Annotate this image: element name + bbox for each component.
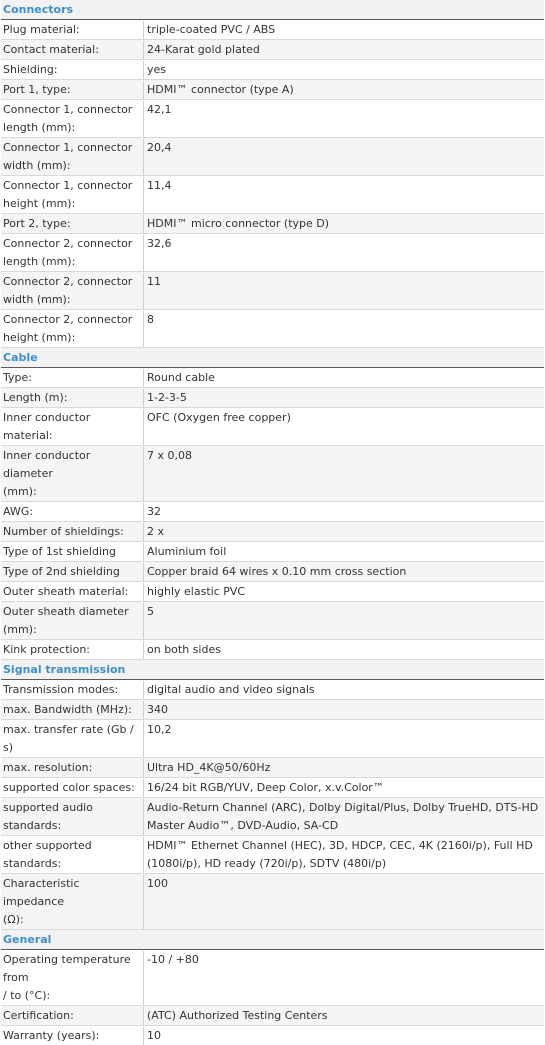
spec-value: 7 x 0,08	[147, 449, 192, 462]
section-header: Cable	[1, 348, 544, 368]
spec-row	[1, 1006, 544, 1026]
spec-row	[1, 758, 544, 778]
spec-label: Inner conductor diameter (mm):	[1, 447, 144, 501]
spec-label: Port 1, type:	[1, 81, 144, 99]
spec-value: 5	[147, 605, 154, 618]
spec-row	[1, 100, 544, 138]
spec-label: Port 2, type:	[1, 215, 144, 233]
spec-row	[1, 700, 544, 720]
spec-row	[1, 60, 544, 80]
spec-value: on both sides	[147, 643, 221, 656]
spec-label: Length (m):	[1, 389, 144, 407]
section-header: Connectors	[1, 0, 544, 20]
spec-row	[1, 234, 544, 272]
spec-row	[1, 502, 544, 522]
spec-label: Number of shieldings:	[1, 523, 144, 541]
spec-row	[1, 640, 544, 660]
spec-value: digital audio and video signals	[147, 683, 315, 696]
spec-label: max. resolution:	[1, 759, 144, 777]
spec-label: Connector 1, connector length (mm):	[1, 101, 144, 137]
spec-label: Type of 2nd shielding	[1, 563, 144, 581]
spec-label: Type of 1st shielding	[1, 543, 144, 561]
spec-value: highly elastic PVC	[147, 585, 246, 598]
spec-value: 1-2-3-5	[147, 391, 187, 404]
spec-label: Contact material:	[1, 41, 144, 59]
spec-row	[1, 798, 544, 836]
spec-value: 32,6	[147, 237, 172, 250]
spec-row	[1, 80, 544, 100]
spec-value: 16/24 bit RGB/YUV, Deep Color, x.v.Color™	[147, 781, 384, 794]
spec-value: triple-coated PVC / ABS	[147, 23, 276, 36]
spec-value: 11,4	[147, 179, 172, 192]
spec-label: Operating temperature from / to (°C):	[1, 951, 144, 1005]
spec-value: 2 x	[147, 525, 165, 538]
spec-row	[1, 778, 544, 798]
spec-label: Kink protection:	[1, 641, 144, 659]
spec-value: 340	[147, 703, 168, 716]
spec-label: max. transfer rate (Gb / s)	[1, 721, 144, 757]
spec-label: Outer sheath material:	[1, 583, 144, 601]
spec-row	[1, 408, 544, 446]
spec-row	[1, 680, 544, 700]
spec-value: yes	[147, 63, 167, 76]
spec-label: other supported standards:	[1, 837, 144, 873]
spec-value: 8	[147, 313, 154, 326]
spec-label: Connector 1, connector height (mm):	[1, 177, 144, 213]
spec-value: Aluminium foil	[147, 545, 227, 558]
spec-row	[1, 138, 544, 176]
spec-value: Ultra HD_4K@50/60Hz	[147, 761, 271, 774]
section-header: Signal transmission	[1, 660, 544, 680]
spec-label: Connector 2, connector height (mm):	[1, 311, 144, 347]
spec-value: Round cable	[147, 371, 215, 384]
spec-value: 42,1	[147, 103, 172, 116]
spec-row	[1, 214, 544, 234]
spec-label: Certification:	[1, 1007, 144, 1025]
spec-row	[1, 310, 544, 348]
spec-label: Connector 2, connector length (mm):	[1, 235, 144, 271]
spec-row	[1, 582, 544, 602]
spec-value: HDMI™ micro connector (type D)	[147, 217, 330, 230]
spec-value: Audio-Return Channel (ARC), Dolby Digital/Plus, Dolby TrueHD, DTS-HD Master Audio™, DVD-Audio, SA-CD	[147, 801, 539, 832]
spec-value: 11	[147, 275, 161, 288]
spec-value: 10,2	[147, 723, 172, 736]
section-header: General	[1, 930, 544, 950]
spec-row	[1, 446, 544, 502]
spec-row	[1, 40, 544, 60]
spec-row	[1, 176, 544, 214]
spec-label: Type:	[1, 369, 144, 387]
spec-row	[1, 836, 544, 874]
spec-row	[1, 368, 544, 388]
spec-table	[1, 0, 544, 1045]
spec-value: (ATC) Authorized Testing Centers	[147, 1009, 328, 1022]
spec-row	[1, 1026, 544, 1045]
spec-label: supported color spaces:	[1, 779, 144, 797]
spec-label: Characteristic impedance (Ω):	[1, 875, 144, 929]
spec-row	[1, 602, 544, 640]
spec-row	[1, 950, 544, 1006]
spec-label: Shielding:	[1, 61, 144, 79]
spec-label: Outer sheath diameter (mm):	[1, 603, 144, 639]
spec-label: max. Bandwidth (MHz):	[1, 701, 144, 719]
spec-value: 100	[147, 877, 168, 890]
spec-label: Warranty (years):	[1, 1027, 144, 1045]
spec-value: -10 / +80	[147, 953, 199, 966]
spec-value: 32	[147, 505, 161, 518]
spec-row	[1, 542, 544, 562]
spec-label: Connector 1, connector width (mm):	[1, 139, 144, 175]
spec-value: HDMI™ Ethernet Channel (HEC), 3D, HDCP, CEC, 4K (2160i/p), Full HD (1080i/p), HD ready (720i/p), SDTV (480i/p)	[147, 839, 533, 870]
spec-row	[1, 562, 544, 582]
spec-label: supported audio standards:	[1, 799, 144, 835]
spec-label: Transmission modes:	[1, 681, 144, 699]
spec-row	[1, 272, 544, 310]
spec-value: 24-Karat gold plated	[147, 43, 260, 56]
spec-row	[1, 720, 544, 758]
spec-label: Plug material:	[1, 21, 144, 39]
spec-value: Copper braid 64 wires x 0.10 mm cross section	[147, 565, 407, 578]
spec-value: 10	[147, 1029, 161, 1042]
spec-label: Connector 2, connector width (mm):	[1, 273, 144, 309]
spec-row	[1, 874, 544, 930]
spec-value: OFC (Oxygen free copper)	[147, 411, 291, 424]
spec-row	[1, 388, 544, 408]
spec-value: 20,4	[147, 141, 172, 154]
spec-row	[1, 522, 544, 542]
spec-row	[1, 20, 544, 40]
spec-label: Inner conductor material:	[1, 409, 144, 445]
spec-label: AWG:	[1, 503, 144, 521]
spec-value: HDMI™ connector (type A)	[147, 83, 294, 96]
